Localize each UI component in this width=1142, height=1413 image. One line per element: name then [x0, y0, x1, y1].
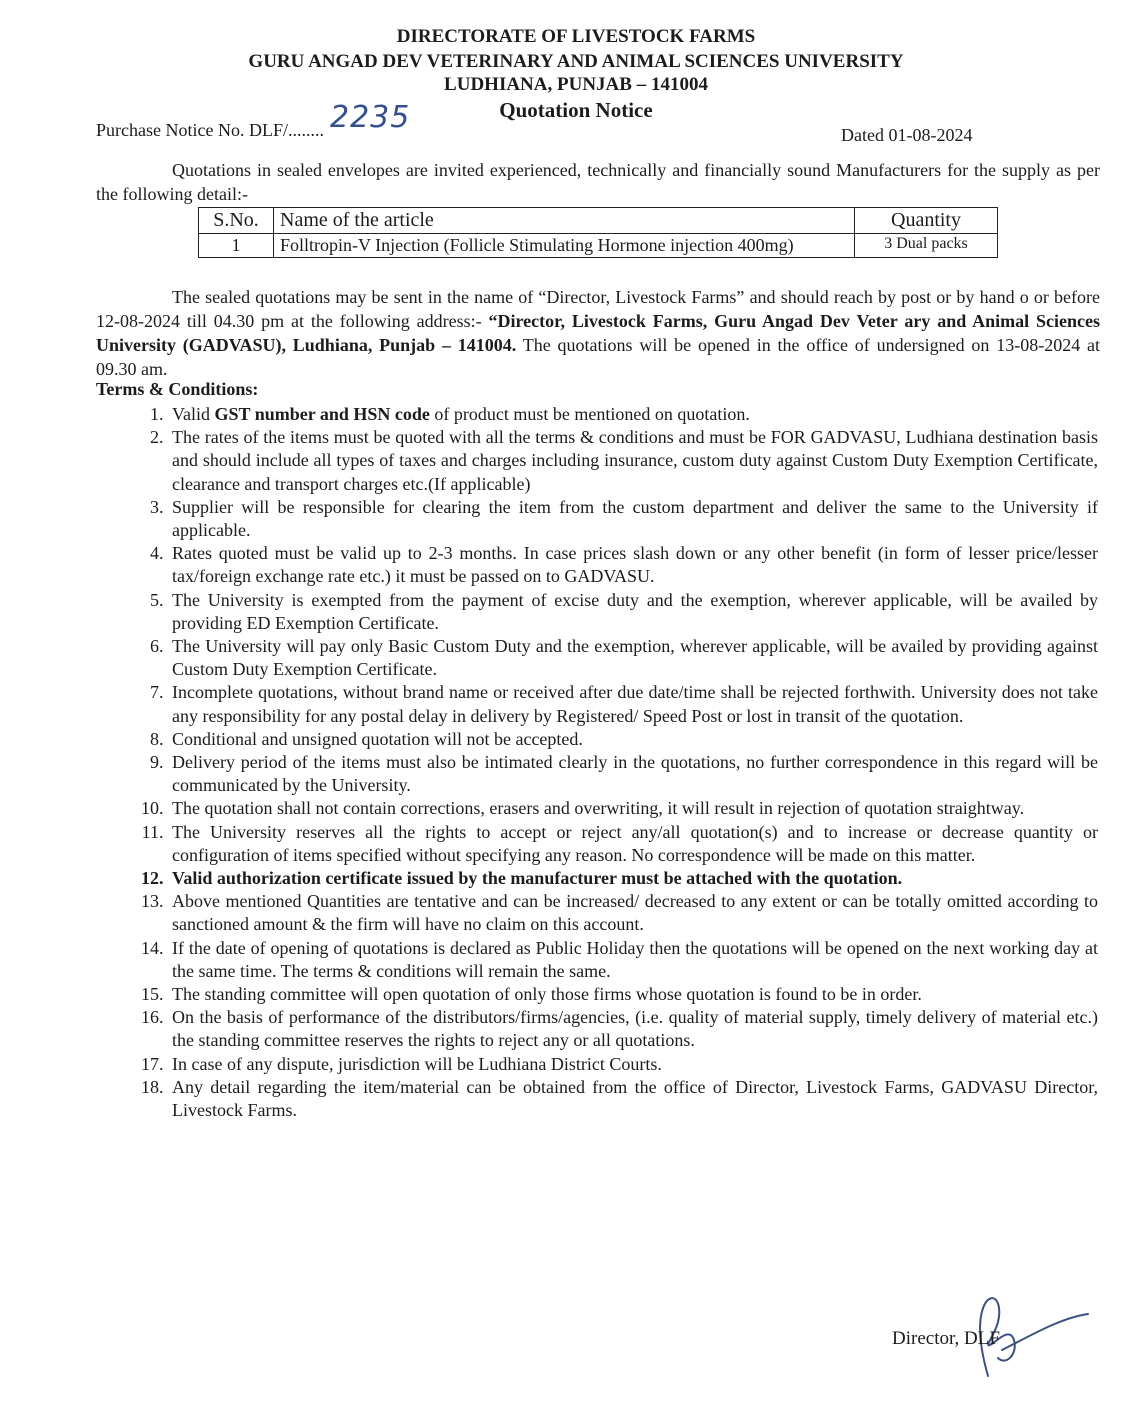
- university-heading: GURU ANGAD DEV VETERINARY AND ANIMAL SCIENCES UNIVERSITY: [248, 51, 904, 72]
- directorate-heading: DIRECTORATE OF LIVESTOCK FARMS: [396, 26, 756, 47]
- table-row: [199, 234, 998, 258]
- term-item: 12. Valid authorization certificate issued by the manufacturer must be attached with the quotation.: [168, 867, 1098, 890]
- term-item: 2. The rates of the items must be quoted with all the terms & conditions and must be FOR GADVASU, Ludhiana destination basis and should include all types of taxes and charges including insurance, custom duty against Custom Duty Exemption Certificate, clearance and transport charges etc.(If applicable): [168, 426, 1098, 496]
- opening-info: The quotations will be opened in the office of undersigned on 13-08-2024 at 09.30 am.: [96, 335, 1100, 379]
- delivery-address: “Director, Livestock Farms, Guru Angad Dev Veter ary and Animal Sciences University (GADVASU), Ludhiana, Punjab – 141004.: [96, 311, 1100, 355]
- term-item: 8. Conditional and unsigned quotation will not be accepted.: [168, 728, 1098, 751]
- term-item: 13. Above mentioned Quantities are tentative and can be increased/ decreased to any extent or can be totally omitted according to sanctioned amount & the firm will have no claim on this account.: [168, 890, 1098, 936]
- term-item: 9. Delivery period of the items must also be intimated clearly in the quotations, no further correspondence in this regard will be communicated by the University.: [168, 751, 1098, 797]
- term-text: Valid: [172, 404, 215, 424]
- terms-heading: Terms & Conditions:: [96, 379, 259, 399]
- column-header-quantity: Quantity: [855, 208, 998, 234]
- table-header-row: [199, 208, 998, 234]
- notice-date: Dated 01-08-2024: [841, 125, 973, 145]
- column-header-sno: S.No.: [199, 208, 274, 234]
- sealed-text: The sealed quotations may be sent in the name of “Director, Livestock Farms” and should reach by post or by hand o or before 12-08-2024 till 04.30 pm at the following address:-: [96, 287, 1100, 331]
- term-text: of product must be mentioned on quotation.: [429, 404, 750, 424]
- term-item: 5. The University is exempted from the payment of excise duty and the exemption, wherever applicable, will be availed by providing ED Exemption Certificate.: [168, 589, 1098, 635]
- notice-title: Quotation Notice: [499, 98, 653, 122]
- term-item: 15. The standing committee will open quotation of only those firms whose quotation is found to be in order.: [168, 983, 1098, 1006]
- term-item: 18. Any detail regarding the item/material can be obtained from the office of Director, Livestock Farms, GADVASU Director, Livestock Farms.: [168, 1076, 1098, 1122]
- term-item: 10. The quotation shall not contain corrections, erasers and overwriting, it will result in rejection of quotation straightway.: [168, 797, 1098, 820]
- signatory-title: Director, DLF: [892, 1328, 1000, 1349]
- cell-article: Folltropin-V Injection (Follicle Stimulating Hormone injection 400mg): [274, 234, 855, 258]
- term-item: 7. Incomplete quotations, without brand name or received after due date/time shall be rejected forthwith. University does not take any responsibility for any postal delay in delivery by Registered/ Speed Post or lost in transit of the quotation.: [168, 681, 1098, 727]
- term-item: 14. If the date of opening of quotations is declared as Public Holiday then the quotations will be opened on the next working day at the same time. The terms & conditions will remain the same.: [168, 937, 1098, 983]
- sealed-quotation-paragraph: [96, 285, 1100, 381]
- term-item: 16. On the basis of performance of the distributors/firms/agencies, (i.e. quality of material supply, timely delivery of material etc.) the standing committee reserves the rights to reject any or all quotations.: [168, 1006, 1098, 1052]
- term-item: 11. The University reserves all the rights to accept or reject any/all quotation(s) and to increase or decrease quantity or configuration of items specified without specifying any reason. No correspondence will be made on this matter.: [168, 821, 1098, 867]
- term-item: 3. Supplier will be responsible for clearing the item from the custom department and deliver the same to the University if applicable.: [168, 496, 1098, 542]
- intro-paragraph: Quotations in sealed envelopes are invited experienced, technically and financially sound Manufacturers for the supply as per the following detail:-: [96, 160, 1100, 204]
- column-header-article: Name of the article: [274, 208, 855, 234]
- term-item: 17. In case of any dispute, jurisdiction will be Ludhiana District Courts.: [168, 1053, 1098, 1076]
- items-table: [198, 207, 998, 258]
- term-item: [168, 403, 1098, 426]
- term-bold-text: GST number and HSN code: [214, 404, 430, 424]
- terms-list: [96, 403, 1098, 1122]
- purchase-notice-number-handwritten: 2235: [330, 100, 411, 135]
- cell-sno: 1: [199, 234, 274, 258]
- term-item: 6. The University will pay only Basic Custom Duty and the exemption, wherever applicable, will be availed by providing against Custom Duty Exemption Certificate.: [168, 635, 1098, 681]
- cell-quantity: 3 Dual packs: [855, 234, 998, 258]
- term-item: 4. Rates quoted must be valid up to 2-3 months. In case prices slash down or any other benefit (in form of lesser price/lesser tax/foreign exchange rate etc.) it must be passed on to GADVASU.: [168, 542, 1098, 588]
- purchase-notice-label: Purchase Notice No. DLF/........: [96, 120, 324, 140]
- location-heading: LUDHIANA, PUNJAB – 141004: [444, 74, 708, 95]
